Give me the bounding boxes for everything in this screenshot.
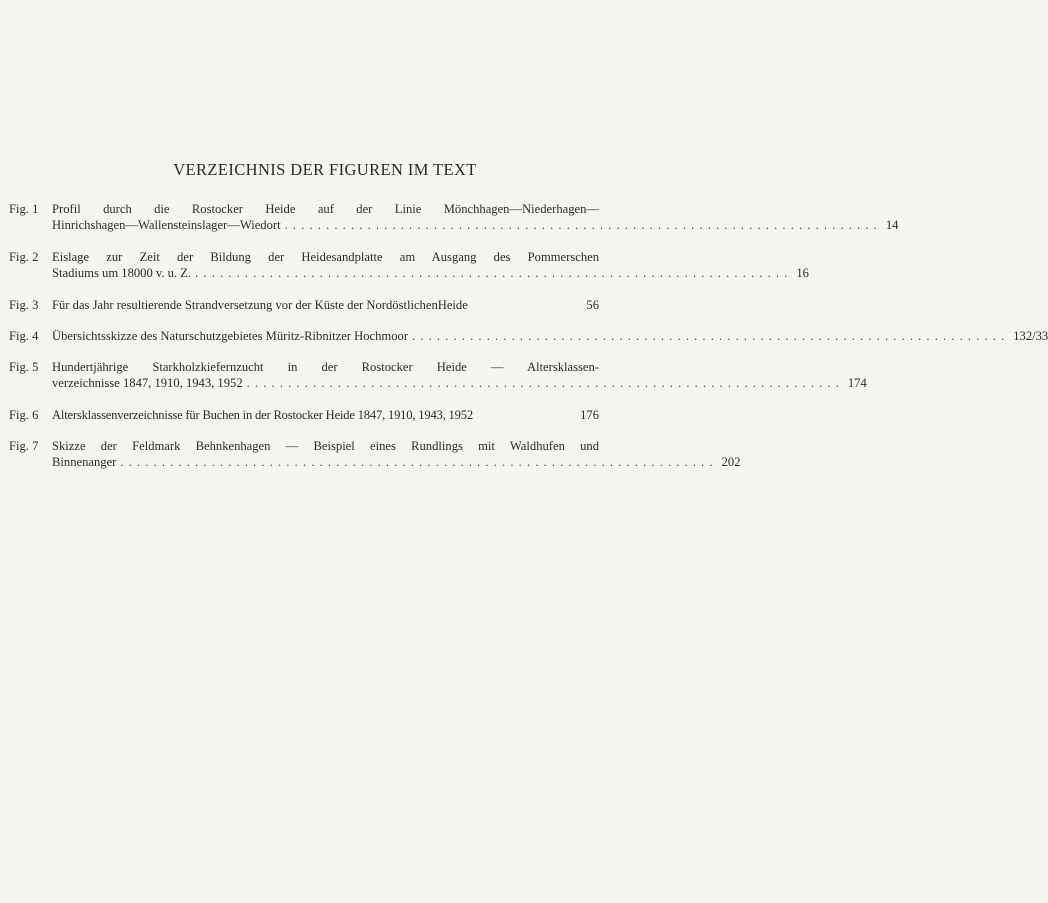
- figure-number: Fig. 7: [9, 439, 39, 453]
- page-number: 56: [586, 298, 599, 312]
- figure-caption: [52, 407, 599, 423]
- dot-leader: [247, 375, 840, 391]
- caption-line: Übersichtsskizze des Naturschutzgebietes Müritz-Ribnitzer Hochmoor: [52, 329, 409, 343]
- caption-line: Hundertjährige Starkholzkiefernzucht in der Rostocker Heide — Altersklassen-: [52, 360, 599, 374]
- figure-caption: [52, 297, 599, 313]
- figure-entry-6: [9, 407, 599, 423]
- caption-line: Eislage zur Zeit der Bildung der Heidesandplatte am Ausgang des Pommerschen: [52, 250, 599, 264]
- figure-entry-5: [9, 359, 867, 391]
- figure-caption: [52, 328, 1048, 344]
- caption-line-with-page: [52, 407, 599, 423]
- dot-leader: [285, 217, 878, 233]
- figure-entry-2: [9, 249, 809, 281]
- figure-list: [9, 201, 1048, 486]
- page-number: 16: [796, 266, 809, 280]
- figure-entry-4: [9, 328, 1048, 344]
- figure-caption: [52, 438, 741, 470]
- caption-line-with-page: [52, 454, 741, 470]
- caption-line-with-page: [52, 297, 599, 313]
- figure-entry-3: [9, 297, 599, 313]
- dot-leader: [195, 265, 788, 281]
- page-number: 132/33: [1013, 329, 1048, 343]
- figure-caption: [52, 359, 867, 391]
- caption-line: Für das Jahr resultierende Strandversetzung vor der Küste der NordöstlichenHeide: [52, 298, 468, 312]
- dot-leader: [412, 328, 1005, 344]
- caption-line-with-page: [52, 328, 1048, 344]
- caption-line: verzeichnisse 1847, 1910, 1943, 1952: [52, 376, 243, 390]
- caption-line-with-page: [52, 375, 867, 391]
- figure-number: Fig. 1: [9, 202, 39, 216]
- caption-line-with-page: [52, 265, 809, 281]
- figure-number: Fig. 3: [9, 298, 39, 312]
- caption-line-with-page: [52, 217, 899, 233]
- caption-line: Profil durch die Rostocker Heide auf der Linie Mönchhagen—Niederhagen—: [52, 202, 599, 216]
- page-number: 174: [847, 376, 867, 390]
- caption-line: Skizze der Feldmark Behnkenhagen — Beispiel eines Rundlings mit Waldhufen und: [52, 439, 599, 453]
- caption-line: Stadiums um 18000 v. u. Z.: [52, 266, 192, 280]
- page-number: 202: [721, 455, 741, 469]
- caption-line: Altersklassenverzeichnisse für Buchen in der Rostocker Heide 1847, 1910, 1943, 1952: [52, 408, 473, 422]
- figure-caption: [52, 201, 899, 233]
- figure-number: Fig. 2: [9, 250, 39, 264]
- caption-line: Binnenanger: [52, 455, 117, 469]
- page-title: VERZEICHNIS DER FIGUREN IM TEXT: [173, 160, 477, 179]
- figure-number: Fig. 5: [9, 360, 39, 374]
- dot-leader: [120, 454, 713, 470]
- page-number: 14: [885, 218, 899, 232]
- figure-entry-7: [9, 438, 741, 470]
- figure-number: Fig. 4: [9, 329, 39, 343]
- caption-line: Hinrichshagen—Wallensteinslager—Wiedort: [52, 218, 281, 232]
- figure-caption: [52, 249, 809, 281]
- page-number: 176: [580, 408, 599, 422]
- figure-number: Fig. 6: [9, 408, 39, 422]
- figure-entry-1: [9, 201, 899, 233]
